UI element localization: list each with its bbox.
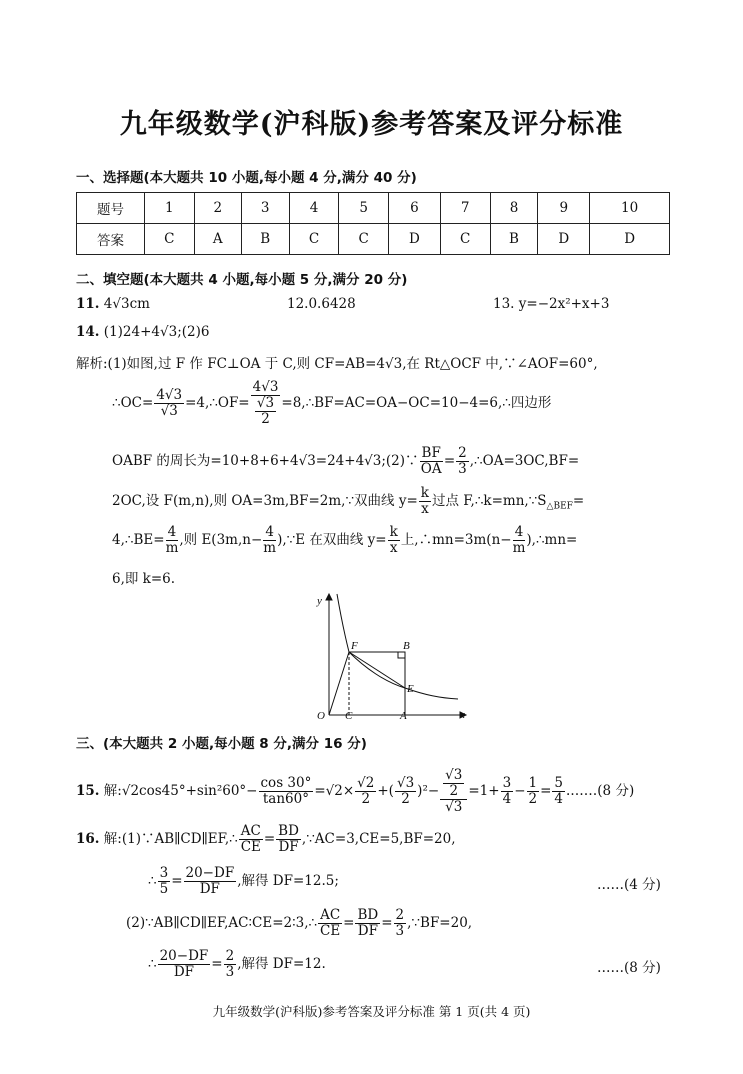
text-span: +(	[377, 783, 394, 799]
text-span: =	[263, 831, 276, 847]
denominator: 3	[395, 923, 405, 939]
denominator: DF	[199, 881, 220, 897]
label-o: O	[317, 710, 325, 722]
numerator: 4√3	[156, 387, 183, 403]
q16-line-3	[126, 908, 472, 939]
q14-analysis-line-2	[112, 380, 551, 427]
text-span: 解:(1)∵AB∥CD∥EF,∴	[103, 831, 238, 847]
text-span: ),∴mn=	[526, 532, 578, 548]
text-span: (2)∵AB∥CD∥EF,AC∶CE=2∶3,∴	[126, 915, 318, 931]
fraction-2-3	[456, 446, 469, 477]
fraction-ac-ce	[239, 824, 263, 855]
table-cell: C	[145, 224, 195, 255]
label-f: F	[351, 640, 358, 652]
q14-analysis-line-1: 解析:(1)如图,过 F 作 FC⊥OA 于 C,则 CF=AB=4√3,在 Rt△OCF 中,∵∠AOF=60°,	[76, 356, 598, 372]
fraction-1-2	[527, 776, 540, 807]
text-span: ,解得 DF=12.	[237, 956, 326, 972]
text-span: =	[540, 783, 552, 799]
table-cell: B	[490, 224, 538, 255]
page-footer: 九年级数学(沪科版)参考答案及评分标准 第 1 页(共 4 页)	[212, 1004, 531, 1019]
denominator: 2	[361, 791, 371, 807]
text-span: −	[514, 783, 526, 799]
table-cell: 9	[538, 193, 590, 224]
q16-score-1: ……(4 分)	[597, 877, 661, 893]
section-3-heading: 三、(本大题共 2 小题,每小题 8 分,满分 16 分)	[76, 736, 367, 752]
q16-number: 16.	[76, 831, 100, 847]
text-span: 2OC,设 F(m,n),则 OA=3m,BF=2m,∵双曲线 y=	[112, 493, 418, 509]
fraction-3-4	[501, 776, 514, 807]
q14-analysis-line-6: 6,即 k=6.	[112, 571, 176, 587]
denominator	[251, 396, 281, 427]
table-cell: 5	[339, 193, 389, 224]
fraction-20-df	[184, 866, 237, 897]
segment-fe	[349, 652, 405, 688]
numerator: 3	[502, 775, 512, 791]
text-span: ,∴OA=3OC,BF=	[469, 453, 580, 469]
denominator: 2	[401, 791, 410, 807]
numerator: 1	[528, 775, 538, 791]
fraction-2-3	[224, 949, 237, 980]
text-span: =√2×	[314, 783, 355, 799]
denominator: √3	[160, 403, 178, 419]
table-cell: 3	[241, 193, 289, 224]
q16-line-2	[148, 866, 339, 897]
q14-analysis-line-3: OABF 的周长为=10+8+6+4√3=24+4√3;(2)∵ $\frac{BF}{OA}$ = $\frac{2}{3}$ ,∴OA=3OC,BF=	[112, 445, 580, 477]
denominator: x	[389, 540, 398, 556]
denominator: 4	[502, 791, 512, 807]
table-cell: 4	[289, 193, 339, 224]
text-span: =	[572, 493, 585, 509]
denominator: tan60°	[262, 791, 309, 807]
text-span: =	[343, 915, 355, 931]
fraction-bd-df	[276, 824, 301, 855]
text-span: ,∵AC=3,CE=5,BF=20,	[301, 831, 456, 847]
q14-number: 14.	[76, 324, 100, 340]
section-2-heading: 二、填空题(本大题共 4 小题,每小题 5 分,满分 20 分)	[76, 272, 408, 288]
table-header-number: 题号	[77, 193, 145, 224]
numerator: AC	[240, 823, 261, 839]
denominator: √3	[445, 799, 463, 815]
q16-score-2: ……(8 分)	[597, 960, 661, 976]
table-cell: C	[289, 224, 339, 255]
numerator: 4	[513, 525, 526, 541]
hyperbola-figure	[310, 588, 470, 724]
fraction-5-4	[552, 776, 565, 807]
right-angle-mark	[398, 652, 405, 658]
denominator: DF	[357, 923, 378, 939]
numerator: √2	[357, 775, 375, 791]
fraction-3-5	[158, 866, 171, 897]
subscript: △BEF	[546, 501, 573, 512]
segment-of	[329, 652, 349, 715]
table-cell: 10	[590, 193, 670, 224]
numerator: 4√3	[252, 379, 279, 395]
label-e: E	[407, 683, 414, 695]
denominator: CE	[320, 923, 341, 939]
label-y: y	[317, 595, 322, 607]
denominator: m	[512, 540, 526, 556]
denominator: 5	[159, 881, 169, 897]
denominator: x	[421, 501, 429, 517]
fraction-4-m	[166, 525, 179, 556]
answer-table	[76, 192, 670, 255]
text-span: ,解得 DF=12.5;	[237, 873, 339, 889]
table-cell: B	[241, 224, 289, 255]
fraction-r2-2	[355, 776, 376, 807]
q16-line-4	[148, 949, 326, 980]
numerator: √3	[396, 775, 415, 791]
numerator: 4	[166, 525, 179, 541]
q11-answer: 4√3cm	[103, 296, 150, 312]
q11-line	[76, 296, 150, 312]
text-span: OABF 的周长为=10+8+6+4√3=24+4√3;(2)∵	[112, 453, 419, 469]
text-span: )²−	[417, 783, 440, 799]
text-span: ,∵BF=20,	[407, 915, 473, 931]
fraction-k-x	[419, 486, 431, 517]
text-span: ∴OC=	[112, 395, 154, 411]
text-span: 解:√2cos45°+sin²60°−	[103, 783, 258, 799]
table-cell: D	[389, 224, 441, 255]
q11-number: 11.	[76, 296, 100, 312]
table-header-answer: 答案	[77, 224, 145, 255]
text-span: =4,∴OF=	[185, 395, 250, 411]
text-span: ∴	[148, 873, 157, 889]
table-cell: D	[538, 224, 590, 255]
score-text: .……(8 分)	[566, 783, 635, 799]
fraction-2-3	[394, 908, 407, 939]
numerator: 2	[395, 907, 405, 923]
denominator: OA	[420, 461, 442, 477]
numerator: cos 30°	[260, 775, 312, 791]
table-cell: C	[440, 224, 490, 255]
denominator: 4	[554, 791, 563, 807]
denominator: 3	[225, 964, 235, 980]
table-cell: 6	[389, 193, 441, 224]
fraction-r3-2	[443, 768, 464, 799]
text-span: ,则 E(3m,n−	[179, 532, 263, 548]
fraction-4r3-r3	[154, 388, 184, 419]
q13-line: 13. y=−2x²+x+3	[493, 296, 610, 312]
numerator: √3	[445, 767, 463, 783]
denominator: 2	[449, 783, 459, 799]
text-span: ),∵E 在双曲线 y=	[277, 532, 387, 548]
numerator	[440, 768, 467, 800]
denominator: 2	[528, 791, 538, 807]
text-span: 4,∴BE=	[112, 532, 165, 548]
numerator: 20−DF	[185, 865, 235, 881]
fraction-bf-oa	[420, 446, 443, 477]
rectangle-sides	[349, 652, 405, 715]
denominator: 2	[261, 411, 270, 427]
q12-line: 12.0.6428	[287, 296, 356, 312]
table-cell: 8	[490, 193, 538, 224]
text-span: 上,∴mn=3m(n−	[400, 532, 512, 548]
text-span: =1+	[468, 783, 500, 799]
numerator: 4	[263, 525, 276, 541]
label-c: C	[345, 710, 353, 722]
fraction-20-df	[158, 949, 211, 980]
text-span: =	[171, 873, 183, 889]
denominator: m	[165, 540, 179, 556]
label-x: x	[460, 709, 465, 721]
fraction-4r3-over-r3-2	[251, 380, 281, 427]
table-cell: D	[590, 224, 670, 255]
denominator: DF	[173, 964, 195, 980]
numerator: AC	[320, 907, 341, 923]
text-span: =8,∴BF=AC=OA−OC=10−4=6,∴四边形	[281, 395, 552, 411]
q15-number: 15.	[76, 783, 100, 799]
fraction-4-m	[513, 525, 526, 556]
table-cell: 1	[145, 193, 195, 224]
numerator: k	[420, 485, 429, 501]
q14-line	[76, 324, 209, 340]
label-a: A	[400, 710, 407, 722]
table-cell: C	[339, 224, 389, 255]
table-cell: 2	[194, 193, 241, 224]
denominator: 3	[458, 461, 467, 477]
q16-line-1	[76, 824, 456, 855]
text-span: =	[211, 956, 223, 972]
numerator: 3	[159, 865, 169, 881]
denominator: DF	[278, 839, 299, 855]
numerator: BD	[278, 823, 299, 839]
denominator: m	[263, 540, 277, 556]
fraction-4-m	[263, 525, 276, 556]
text-span: 过点 F,∴k=mn,∵S	[431, 493, 547, 509]
fraction-k-x	[388, 525, 400, 556]
page-title: 九年级数学(沪科版)参考答案及评分标准	[119, 109, 624, 140]
numerator: √3	[256, 395, 275, 411]
numerator: 2	[458, 445, 467, 461]
fraction-r3-2	[395, 776, 416, 807]
numerator: k	[389, 524, 398, 540]
q14-analysis-line-4	[112, 486, 584, 517]
numerator: 2	[225, 948, 235, 964]
table-row-numbers	[77, 193, 670, 224]
q14-answer: (1)24+4√3;(2)6	[103, 324, 210, 340]
numerator: BD	[357, 907, 379, 923]
y-axis-arrow-icon	[326, 594, 332, 600]
fraction-cos30-tan60	[259, 776, 314, 807]
fraction-ac-ce	[318, 908, 342, 939]
denominator: CE	[240, 839, 261, 855]
table-row-answers	[77, 224, 670, 255]
table-cell: A	[194, 224, 241, 255]
fraction-r3-2	[255, 396, 276, 427]
numerator: BF	[421, 445, 441, 461]
q15-line	[76, 768, 634, 815]
table-cell: 7	[440, 193, 490, 224]
label-b: B	[403, 640, 410, 652]
text-span: ∴	[148, 956, 157, 972]
fraction-compound	[440, 768, 467, 815]
text-span: =	[381, 915, 393, 931]
q14-analysis-line-5	[112, 525, 577, 556]
numerator: 5	[554, 775, 563, 791]
numerator: 20−DF	[159, 948, 209, 964]
fraction-bd-df	[355, 908, 380, 939]
section-1-heading: 一、选择题(本大题共 10 小题,每小题 4 分,满分 40 分)	[76, 170, 417, 186]
